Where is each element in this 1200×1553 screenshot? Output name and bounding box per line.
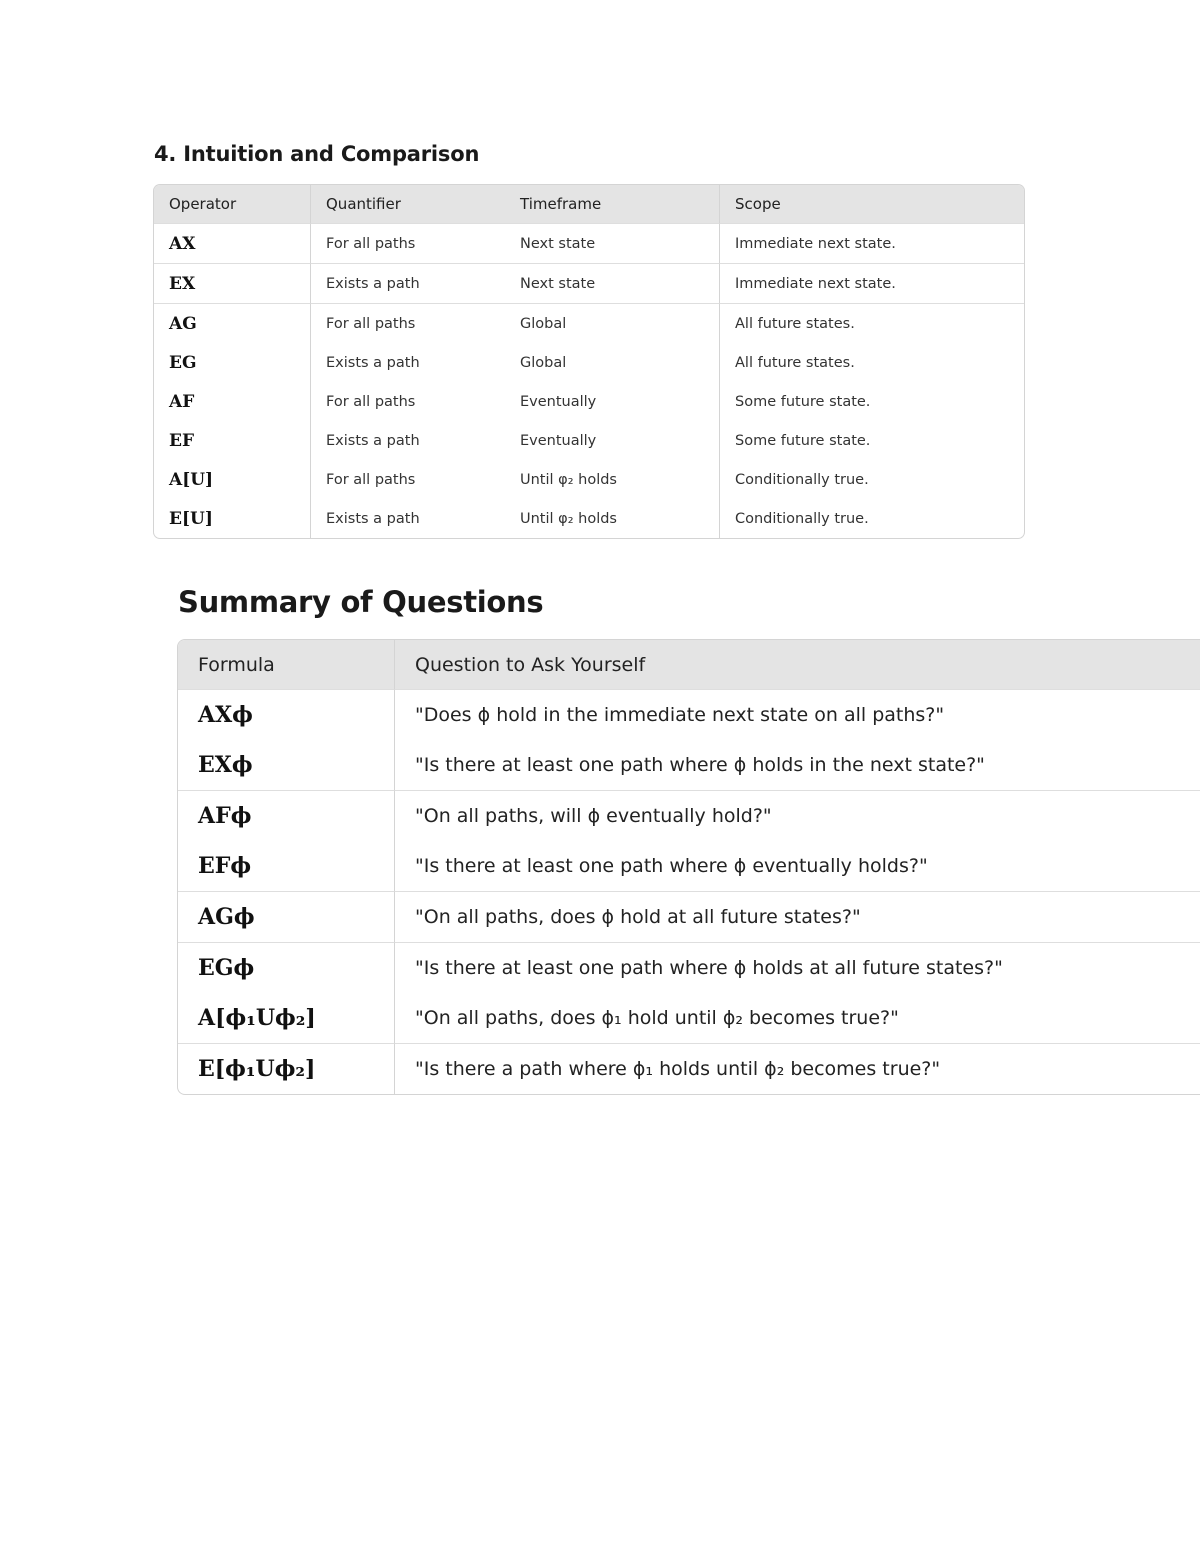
column-header: Scope [720,185,1024,223]
operator-cell: EX [154,263,311,303]
quantifier-cell: For all paths [311,303,505,343]
timeframe-cell: Next state [505,263,720,303]
scope-cell: Conditionally true. [735,471,869,488]
summary-heading: Summary of Questions [178,585,544,619]
operator-cell: A[U] [154,460,311,499]
scope-cell: Conditionally true. [735,510,869,527]
question-cell: "On all paths, does ϕ₁ hold until ϕ₂ becomes true?" [415,1007,899,1029]
question-cell: "On all paths, will ϕ eventually hold?" [395,790,1200,841]
quantifier-cell: For all paths [311,223,505,263]
operator-cell: AF [154,382,311,421]
table-row [178,841,1200,891]
table-row [154,421,1024,460]
operator-cell: EG [154,343,311,382]
quantifier-cell: Exists a path [326,510,420,527]
column-header: Timeframe [505,185,720,223]
operator-cell: E[U] [154,499,311,538]
table-row [154,343,1024,382]
formula-cell: EXϕ [178,740,395,790]
quantifier-cell: For all paths [326,471,416,488]
table-row [154,303,1024,343]
table-row [154,499,1024,538]
scope-cell: Some future state. [735,393,871,410]
operator-cell: AG [154,303,311,343]
column-header: Quantifier [311,185,505,223]
table-row [154,460,1024,499]
quantifier-cell: Exists a path [311,263,505,303]
scope-cell: Some future state. [735,432,871,449]
column-header: Operator [154,185,311,223]
formula-cell: EGϕ [178,942,395,993]
quantifier-cell: For all paths [326,393,416,410]
timeframe-cell: Global [505,343,720,382]
timeframe-cell: Global [505,303,720,343]
question-cell: "Is there a path where ϕ₁ holds until ϕ₂ becomes true?" [395,1043,1200,1094]
column-header: Formula [178,640,395,689]
operator-cell: EF [154,421,311,460]
timeframe-cell: Eventually [505,421,720,460]
table-row [178,891,1200,942]
table-row [154,382,1024,421]
timeframe-cell: Next state [505,223,720,263]
summary-table [178,640,1200,1094]
table-row [178,740,1200,790]
formula-cell: AXϕ [178,689,395,740]
table-row [178,942,1200,993]
comparison-table [154,185,1024,538]
column-header: Question to Ask Yourself [395,640,1200,689]
quantifier-cell: Exists a path [326,354,420,371]
timeframe-cell: Eventually [505,382,720,421]
question-cell: "Does ϕ hold in the immediate next state on all paths?" [395,689,1200,740]
scope-cell: All future states. [735,354,855,371]
table-row [154,223,1024,263]
table-header-row [154,185,1024,223]
formula-cell: E[ϕ₁Uϕ₂] [178,1043,395,1094]
question-cell: "Is there at least one path where ϕ eventually holds?" [415,855,928,877]
scope-cell: Immediate next state. [720,223,1024,263]
quantifier-cell: Exists a path [326,432,420,449]
table-row [178,1043,1200,1094]
timeframe-cell: Until φ₂ holds [505,460,720,499]
formula-cell: AFϕ [178,790,395,841]
table-row [178,790,1200,841]
table-row [154,263,1024,303]
formula-cell: A[ϕ₁Uϕ₂] [178,993,395,1043]
table-row [178,993,1200,1043]
question-cell: "On all paths, does ϕ hold at all future states?" [395,891,1200,942]
scope-cell: All future states. [720,303,1024,343]
timeframe-cell: Until φ₂ holds [505,499,720,538]
table-header-row [178,640,1200,689]
question-cell: "Is there at least one path where ϕ holds in the next state?" [415,754,985,776]
table-row [178,689,1200,740]
operator-cell: AX [154,223,311,263]
section-heading: 4. Intuition and Comparison [154,142,480,166]
question-cell: "Is there at least one path where ϕ holds at all future states?" [395,942,1200,993]
scope-cell: Immediate next state. [720,263,1024,303]
formula-cell: AGϕ [178,891,395,942]
formula-cell: EFϕ [178,841,395,891]
